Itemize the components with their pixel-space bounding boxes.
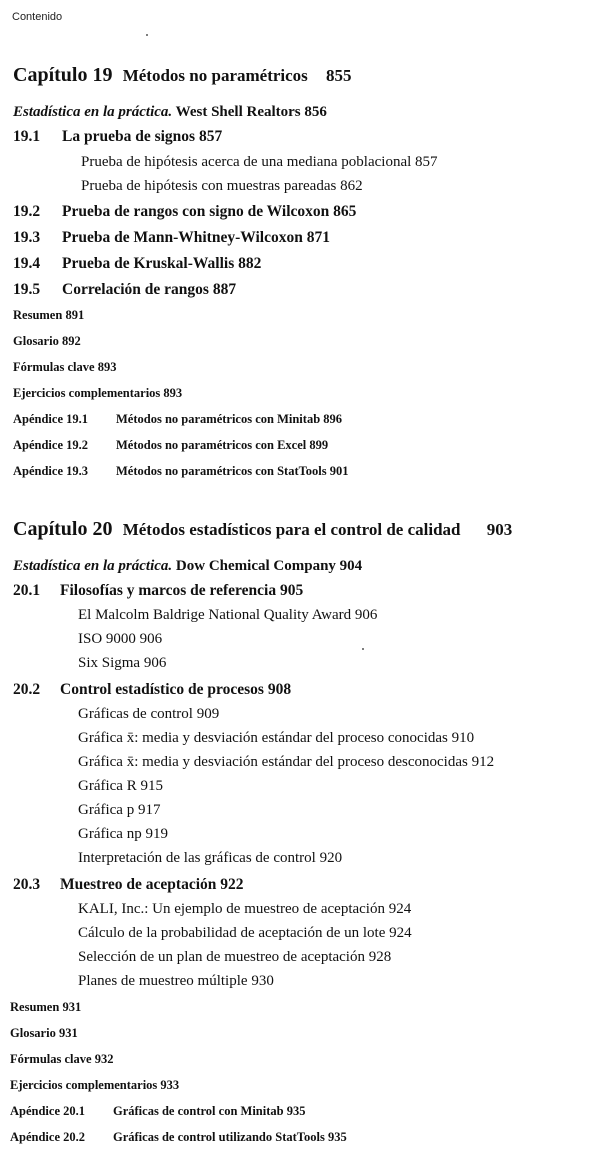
practice-text: Dow Chemical Company <box>175 558 336 574</box>
entry-page: 891 <box>65 308 85 322</box>
section-title: La prueba de signos <box>62 128 196 145</box>
subsection-page: 906 <box>139 631 163 647</box>
section-number: 20.2 <box>13 681 41 698</box>
subsection-item[interactable] <box>78 607 377 624</box>
practice-prefix: Estadística en la práctica. <box>13 104 173 120</box>
subsection-page: 862 <box>340 178 363 194</box>
subsection-title: El Malcolm Baldrige National Quality Award <box>78 607 352 623</box>
subsection-item[interactable] <box>78 706 219 723</box>
subsection-page: 912 <box>471 754 495 770</box>
chapter-title: Métodos estadísticos para el control de calidad <box>122 520 461 539</box>
subsection-page: 924 <box>389 925 412 941</box>
subsection-title: Interpretación de las gráficas de control <box>78 850 316 866</box>
subsection-item[interactable] <box>81 154 438 171</box>
section-title: Prueba de Mann-Whitney-Wilcoxon <box>62 229 303 246</box>
running-header: Contenido <box>12 11 63 23</box>
subsection-item[interactable] <box>78 778 163 795</box>
section-19-5[interactable] <box>13 281 236 299</box>
entry-title: Ejercicios complementarios <box>10 1078 158 1092</box>
appendix-title: Gráficas de control utilizando StatTools <box>113 1130 325 1144</box>
glossary-entry[interactable] <box>13 334 81 349</box>
appendix-page: 935 <box>286 1104 306 1118</box>
chapter-19-heading[interactable] <box>13 64 352 87</box>
subsection-page: 910 <box>451 730 475 746</box>
exercises-entry[interactable] <box>10 1078 179 1093</box>
section-title: Filosofías y marcos de referencia <box>60 582 277 599</box>
subsection-title: Gráfica np <box>78 826 142 842</box>
chapter-title: Métodos no paramétricos <box>122 66 308 85</box>
subsection-title: Gráficas de control <box>78 706 193 722</box>
section-20-3[interactable] <box>13 876 244 894</box>
subsection-item[interactable] <box>78 925 412 942</box>
practice-entry-19[interactable] <box>13 104 327 121</box>
practice-page: 856 <box>304 104 327 120</box>
subsection-page: 930 <box>251 973 274 989</box>
entry-title: Fórmulas clave <box>10 1052 92 1066</box>
section-title: Prueba de Kruskal-Wallis <box>62 255 235 272</box>
section-number: 19.5 <box>13 281 41 298</box>
subsection-item[interactable] <box>78 655 166 672</box>
entry-title: Glosario <box>13 334 59 348</box>
subsection-title: Prueba de hipótesis acerca de una mediana poblacional <box>81 154 412 170</box>
appendix-page: 896 <box>323 412 343 426</box>
section-19-4[interactable] <box>13 255 261 273</box>
subsection-title: Gráfica R <box>78 778 137 794</box>
appendix-title: Métodos no paramétricos con StatTools <box>116 464 327 478</box>
chapter-label: Capítulo 19 <box>13 64 113 86</box>
section-page: 908 <box>267 681 292 698</box>
subsection-item[interactable] <box>78 901 411 918</box>
section-number: 20.3 <box>13 876 41 893</box>
subsection-title: Selección de un plan de muestreo de aceptación <box>78 949 365 965</box>
chapter-page: 903 <box>486 520 513 539</box>
subsection-page: 909 <box>196 706 220 722</box>
chapter-page: 855 <box>326 66 352 85</box>
subsection-title: KALI, Inc.: Un ejemplo de muestreo de aceptación <box>78 901 385 917</box>
subsection-item[interactable] <box>78 730 474 747</box>
glossary-entry[interactable] <box>10 1026 78 1041</box>
appendix-entry[interactable] <box>13 412 342 427</box>
appendix-number: Apéndice 19.2 <box>13 438 88 452</box>
section-title: Prueba de rangos con signo de Wilcoxon <box>62 203 330 220</box>
subsection-title: ISO 9000 <box>78 631 136 647</box>
appendix-number: Apéndice 20.1 <box>10 1104 85 1118</box>
section-title: Control estadístico de procesos <box>60 681 264 698</box>
entry-page: 931 <box>58 1026 78 1040</box>
practice-entry-20[interactable] <box>13 558 362 575</box>
section-title: Muestreo de aceptación <box>60 876 217 893</box>
appendix-page: 901 <box>329 464 349 478</box>
appendix-title: Métodos no paramétricos con Minitab <box>116 412 321 426</box>
entry-page: 933 <box>160 1078 180 1092</box>
section-19-1[interactable] <box>13 128 222 146</box>
subsection-page: 857 <box>415 154 438 170</box>
appendix-page: 935 <box>327 1130 347 1144</box>
section-page: 905 <box>279 582 304 599</box>
practice-page: 904 <box>339 558 363 574</box>
section-number: 19.1 <box>13 128 41 145</box>
practice-text: West Shell Realtors <box>175 104 301 120</box>
section-number: 20.1 <box>13 582 41 599</box>
practice-prefix: Estadística en la práctica. <box>13 558 173 574</box>
key-formulas-entry[interactable] <box>10 1052 113 1067</box>
section-page: 882 <box>238 255 262 272</box>
subsection-item[interactable] <box>78 973 274 990</box>
entry-page: 893 <box>97 360 117 374</box>
entry-title: Fórmulas clave <box>13 360 95 374</box>
subsection-item[interactable] <box>81 178 363 195</box>
subsection-page: 924 <box>388 901 412 917</box>
scan-speck <box>362 648 364 650</box>
subsection-page: 915 <box>140 778 163 794</box>
appendix-number: Apéndice 19.1 <box>13 412 88 426</box>
appendix-entry[interactable] <box>10 1130 347 1145</box>
subsection-title: Gráfica x̄: media y desviación estándar del proceso conocidas <box>78 730 448 746</box>
subsection-title: Six Sigma <box>78 655 141 671</box>
section-page: 922 <box>220 876 244 893</box>
entry-title: Resumen <box>13 308 63 322</box>
summary-entry[interactable] <box>10 1000 81 1015</box>
section-number: 19.2 <box>13 203 41 220</box>
appendix-number: Apéndice 19.3 <box>13 464 88 478</box>
subsection-title: Planes de muestreo múltiple <box>78 973 248 989</box>
appendix-number: Apéndice 20.2 <box>10 1130 85 1144</box>
chapter-20-heading[interactable] <box>13 518 512 541</box>
section-page: 887 <box>212 281 237 298</box>
appendix-title: Gráficas de control con Minitab <box>113 1104 284 1118</box>
section-19-3[interactable] <box>13 229 330 247</box>
appendix-entry[interactable] <box>13 438 328 453</box>
appendix-entry[interactable] <box>13 464 349 479</box>
entry-title: Ejercicios complementarios <box>13 386 161 400</box>
section-19-2[interactable] <box>13 203 356 221</box>
scan-speck <box>146 34 148 36</box>
subsection-item[interactable] <box>78 826 168 843</box>
section-page: 871 <box>306 229 330 246</box>
appendix-entry[interactable] <box>10 1104 305 1119</box>
chapter-label: Capítulo 20 <box>13 518 113 540</box>
section-20-2[interactable] <box>13 681 291 699</box>
entry-title: Glosario <box>10 1026 56 1040</box>
section-number: 19.3 <box>13 229 41 246</box>
subsection-item[interactable] <box>78 850 342 867</box>
entry-page: 892 <box>61 334 81 348</box>
subsection-page: 917 <box>137 802 161 818</box>
subsection-page: 906 <box>354 607 378 623</box>
appendix-title: Métodos no paramétricos con Excel <box>116 438 307 452</box>
key-formulas-entry[interactable] <box>13 360 116 375</box>
subsection-page: 928 <box>368 949 392 965</box>
section-number: 19.4 <box>13 255 41 272</box>
exercises-entry[interactable] <box>13 386 182 401</box>
appendix-page: 899 <box>309 438 329 452</box>
section-20-1[interactable] <box>13 582 303 600</box>
entry-title: Resumen <box>10 1000 60 1014</box>
section-title: Correlación de rangos <box>62 281 209 298</box>
subsection-title: Gráfica x̄: media y desviación estándar del proceso desconocidas <box>78 754 468 770</box>
section-page: 865 <box>333 203 357 220</box>
subsection-title: Prueba de hipótesis con muestras pareadas <box>81 178 337 194</box>
entry-page: 932 <box>94 1052 114 1066</box>
subsection-item[interactable] <box>78 631 162 648</box>
subsection-item[interactable] <box>78 754 494 771</box>
subsection-item[interactable] <box>78 949 391 966</box>
subsection-title: Gráfica p <box>78 802 135 818</box>
section-page: 857 <box>198 128 223 145</box>
subsection-page: 906 <box>143 655 167 671</box>
entry-page: 893 <box>163 386 183 400</box>
subsection-title: Cálculo de la probabilidad de aceptación de un lote <box>78 925 386 941</box>
subsection-page: 920 <box>319 850 343 866</box>
subsection-item[interactable] <box>78 802 160 819</box>
entry-page: 931 <box>62 1000 82 1014</box>
summary-entry[interactable] <box>13 308 84 323</box>
subsection-page: 919 <box>145 826 168 842</box>
